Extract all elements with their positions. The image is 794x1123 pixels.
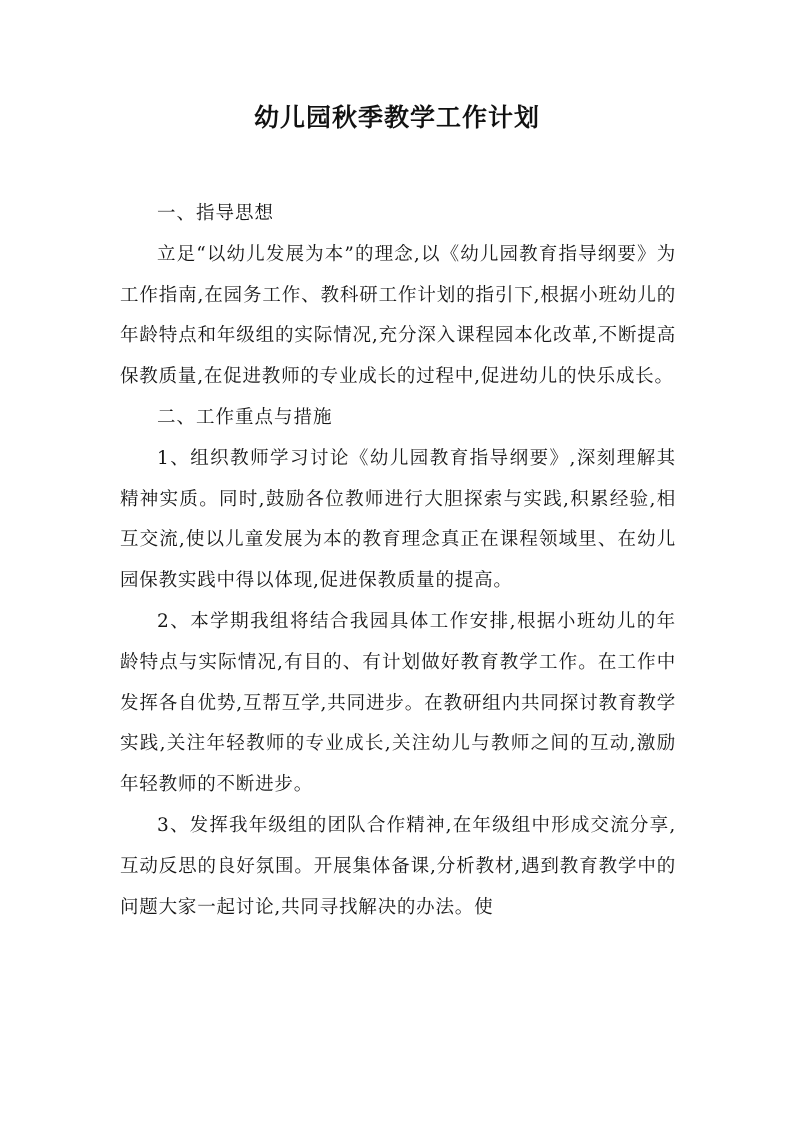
document-body — [120, 194, 676, 928]
paragraph-item-2: 2、本学期我组将结合我园具体工作安排,根据小班幼儿的年龄特点与实际情况,有目的、有计划做好教育教学工作。在工作中发挥各自优势,互帮互学,共同进步。在教研组内共同探讨教育教学实践,关注年轻教师的专业成长,关注幼儿与教师之间的互动,激励年轻教师的不断进步。 — [120, 610, 676, 796]
document-title: 幼儿园秋季教学工作计划 — [253, 103, 540, 132]
section-heading-work-focus: 二、工作重点与措施 — [157, 406, 333, 428]
paragraph-item-1: 1、组织教师学习讨论《幼儿园教育指导纲要》,深刻理解其精神实质。同时,鼓励各位教师进行大胆探索与实践,积累经验,相互交流,使以儿童发展为本的教育理念真正在课程领域里、在幼儿园保教实践中得以体现,促进保教质量的提高。 — [120, 447, 676, 592]
paragraph-guiding-ideology: 立足“以幼儿发展为本”的理念,以《幼儿园教育指导纲要》为工作指南,在园务工作、教科研工作计划的指引下,根据小班幼儿的年龄特点和年级组的实际情况,充分深入课程园本化改革,不断提高保教质量,在促进教师的专业成长的过程中,促进幼儿的快乐成长。 — [120, 243, 676, 388]
section-heading-guiding-ideology: 一、指导思想 — [157, 203, 275, 224]
paragraph-item-3: 3、发挥我年级组的团队合作精神,在年级组中形成交流分享,互动反思的良好氛围。开展集体备课,分析教材,遇到教育教学中的问题大家一起讨论,共同寻找解决的办法。使 — [120, 814, 676, 918]
